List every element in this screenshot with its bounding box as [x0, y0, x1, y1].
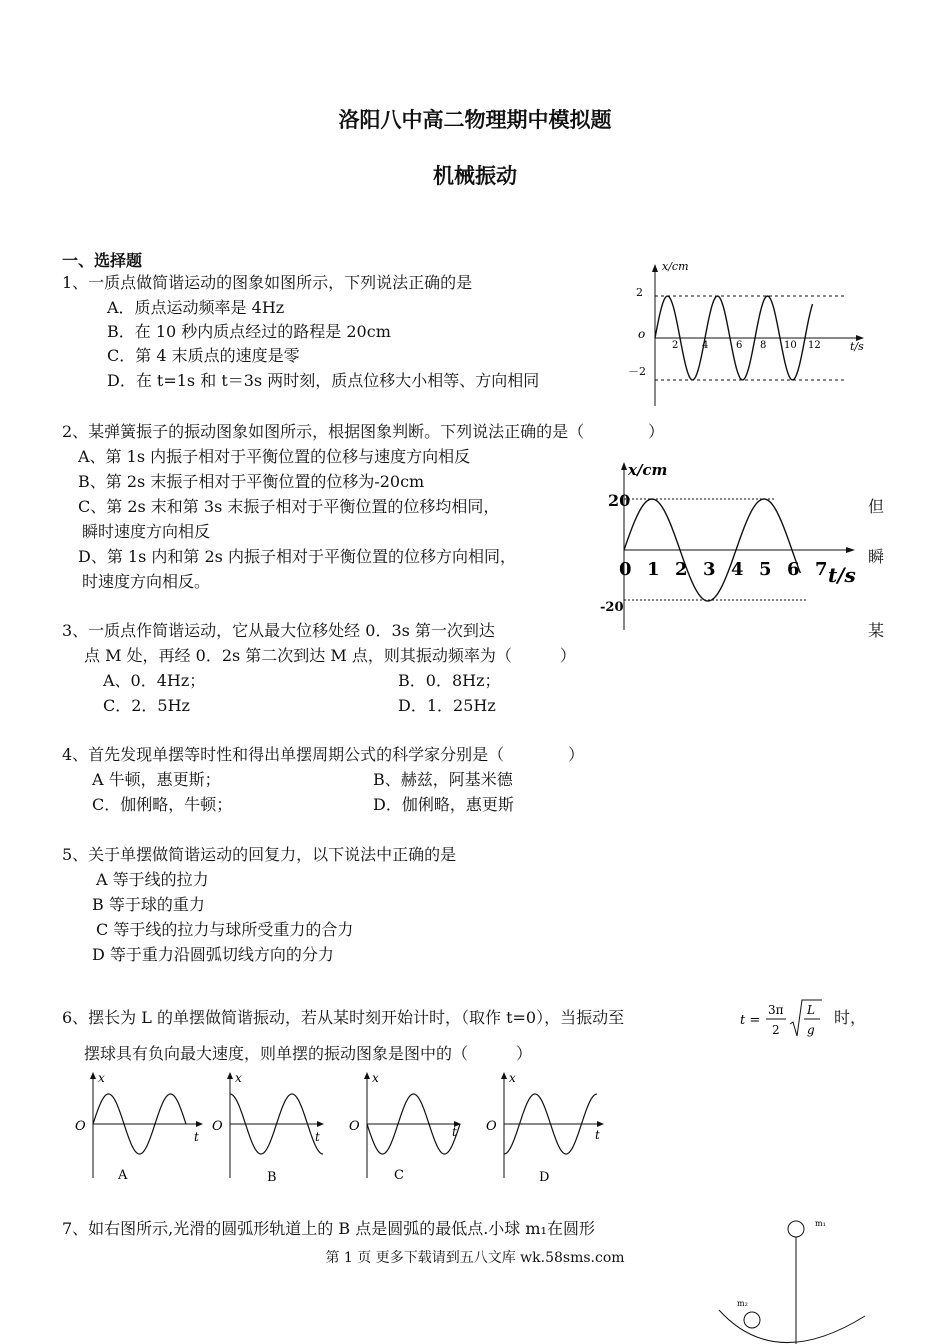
q1-option-a: A．质点运动频率是 4Hz	[107, 298, 285, 317]
formula-rad-den: g	[807, 1023, 815, 1037]
q2-option-a: A、第 1s 内振子相对于平衡位置的位移与速度方向相反	[78, 447, 471, 466]
formula-den: 2	[772, 1023, 780, 1037]
graph-option-label: C	[394, 1168, 404, 1183]
q1-graph-xtick: 4	[702, 340, 709, 351]
q2-graph-ylabel: x/cm	[628, 461, 668, 479]
formula-rad-num: L	[807, 1003, 815, 1017]
q2-graph-ytick-pos: 20	[608, 491, 631, 510]
axis-t-label: t	[194, 1130, 199, 1144]
q1-stem: 1、一质点做简谐运动的图象如图所示，下列说法正确的是	[62, 273, 473, 292]
q5-option-c: C 等于线的拉力与球所受重力的合力	[96, 920, 354, 939]
q7-diagram	[715, 1212, 885, 1344]
q3-option-d: D．1．25Hz	[398, 696, 496, 715]
page-subtitle: 机械振动	[433, 164, 517, 188]
q6-stem-tail: 时，	[834, 1008, 867, 1027]
q1-graph-xtick: 8	[760, 340, 767, 351]
q3-option-b: B．0．8Hz；	[398, 671, 501, 690]
q4-option-b: B、赫兹，阿基米德	[373, 770, 513, 789]
q2-option-c-cont: 瞬时速度方向相反	[82, 522, 211, 541]
axis-t-label: t	[595, 1128, 600, 1142]
q2-option-c: C、第 2s 末和第 3s 末振子相对于平衡位置的位移均相同，	[78, 497, 500, 516]
q3-option-a: A、0．4Hz；	[103, 671, 206, 690]
q5-option-a: A 等于线的拉力	[96, 870, 209, 889]
q1-graph-xtick: 12	[808, 340, 821, 351]
page-title: 洛阳八中高二物理期中模拟题	[338, 108, 612, 132]
q2-option-d-cont: 时速度方向相反。	[82, 572, 211, 591]
q2-graph-xtick: 3	[703, 559, 716, 580]
label-m1: m₁	[815, 1219, 826, 1228]
q3-option-c: C．2．5Hz	[103, 696, 190, 715]
q1-graph-xtick: 10	[784, 340, 797, 351]
q1-option-b: B．在 10 秒内质点经过的路程是 20cm	[107, 322, 391, 341]
q1-option-c: C．第 4 末质点的速度是零	[107, 346, 300, 365]
q3-stem-cont: 点 M 处，再经 0．2s 第二次到达 M 点，则其振动频率为（ ）	[84, 646, 576, 665]
section-heading: 一、选择题	[62, 251, 143, 270]
graph-option-label: A	[118, 1168, 128, 1183]
q6-graphs	[66, 1068, 611, 1190]
q1-graph-xtick: 6	[736, 340, 743, 351]
q6-stem-cont: 摆球具有负向最大速度，则单摆的振动图象是图中的（ ）	[84, 1044, 533, 1063]
q6-formula	[738, 996, 828, 1042]
q2-graph	[590, 458, 860, 633]
q2-graph-xtick: 0	[619, 559, 632, 580]
page-footer: 第 1 页 更多下载请到五八文库 wk.58sms.com	[325, 1250, 625, 1266]
q7-stem: 7、如右图所示,光滑的圆弧形轨道上的 B 点是圆弧的最低点.小球 m₁在圆形	[62, 1219, 595, 1238]
axis-x-label: x	[509, 1071, 516, 1085]
q2-graph-xtick: 4	[731, 559, 744, 580]
q2-option-d: D、第 1s 内和第 2s 内振子相对于平衡位置的位移方向相同，	[78, 547, 516, 566]
q1-graph	[620, 258, 870, 410]
q1-graph-ylabel: x/cm	[662, 260, 689, 273]
q5-option-d: D 等于重力沿圆弧切线方向的分力	[92, 945, 334, 964]
axis-x-label: x	[98, 1071, 105, 1085]
axis-t-label: t	[315, 1130, 320, 1144]
q2-fragment: 但	[868, 497, 885, 516]
q6-stem: 6、摆长为 L 的单摆做简谐振动，若从某时刻开始计时，（取作 t=0），当振动至	[62, 1008, 625, 1027]
axis-x-label: x	[372, 1071, 379, 1085]
q1-graph-ytick-pos: 2	[636, 286, 643, 299]
q4-option-c: C．伽俐略，牛顿；	[92, 795, 233, 814]
q1-graph-xlabel: t/s	[850, 340, 864, 353]
graph-option-label: B	[267, 1170, 277, 1185]
axis-x-label: x	[235, 1071, 242, 1085]
q4-option-a: A 牛顿，惠更斯；	[92, 770, 221, 789]
q1-graph-ytick-neg: －2	[628, 365, 646, 378]
q1-graph-origin: o	[638, 327, 646, 341]
q2-option-b: B、第 2s 末振子相对于平衡位置的位移为-20cm	[78, 472, 425, 491]
origin-label: O	[75, 1119, 86, 1134]
q2-graph-xtick: 7	[815, 559, 828, 580]
q2-graph-xtick: 1	[647, 559, 660, 580]
formula-lhs: t =	[740, 1013, 761, 1028]
q4-option-d: D．伽俐略，惠更斯	[373, 795, 514, 814]
q1-graph-xtick: 2	[672, 340, 679, 351]
origin-label: O	[486, 1119, 497, 1134]
q2-fragment: 瞬	[868, 547, 885, 566]
q2-graph-xtick: 2	[675, 559, 688, 580]
q2-stem: 2、某弹簧振子的振动图象如图所示，根据图象判断。下列说法正确的是（ ）	[62, 422, 665, 441]
q4-stem: 4、首先发现单摆等时性和得出单摆周期公式的科学家分别是（ ）	[62, 745, 585, 764]
origin-label: O	[212, 1119, 223, 1134]
axis-t-label: t	[452, 1125, 457, 1139]
q3-stem: 3、一质点作简谐运动，它从最大位移处经 0．3s 第一次到达	[62, 621, 495, 640]
q5-option-b: B 等于球的重力	[92, 895, 205, 914]
q2-graph-ytick-neg: -20	[600, 600, 624, 615]
q2-graph-xtick: 6	[787, 559, 800, 580]
q2-graph-xtick: 5	[759, 559, 772, 580]
q1-option-d: D．在 t=1s 和 t＝3s 两时刻，质点位移大小相等、方向相同	[107, 371, 540, 390]
q5-stem: 5、关于单摆做简谐运动的回复力，以下说法中正确的是	[62, 845, 457, 864]
q2-graph-xlabel: t/s	[828, 563, 856, 587]
label-m2: m₂	[737, 1299, 748, 1308]
origin-label: O	[349, 1119, 360, 1134]
graph-option-label: D	[539, 1170, 550, 1185]
q3-fragment: 某	[868, 621, 885, 640]
formula-num: 3π	[768, 1003, 784, 1017]
